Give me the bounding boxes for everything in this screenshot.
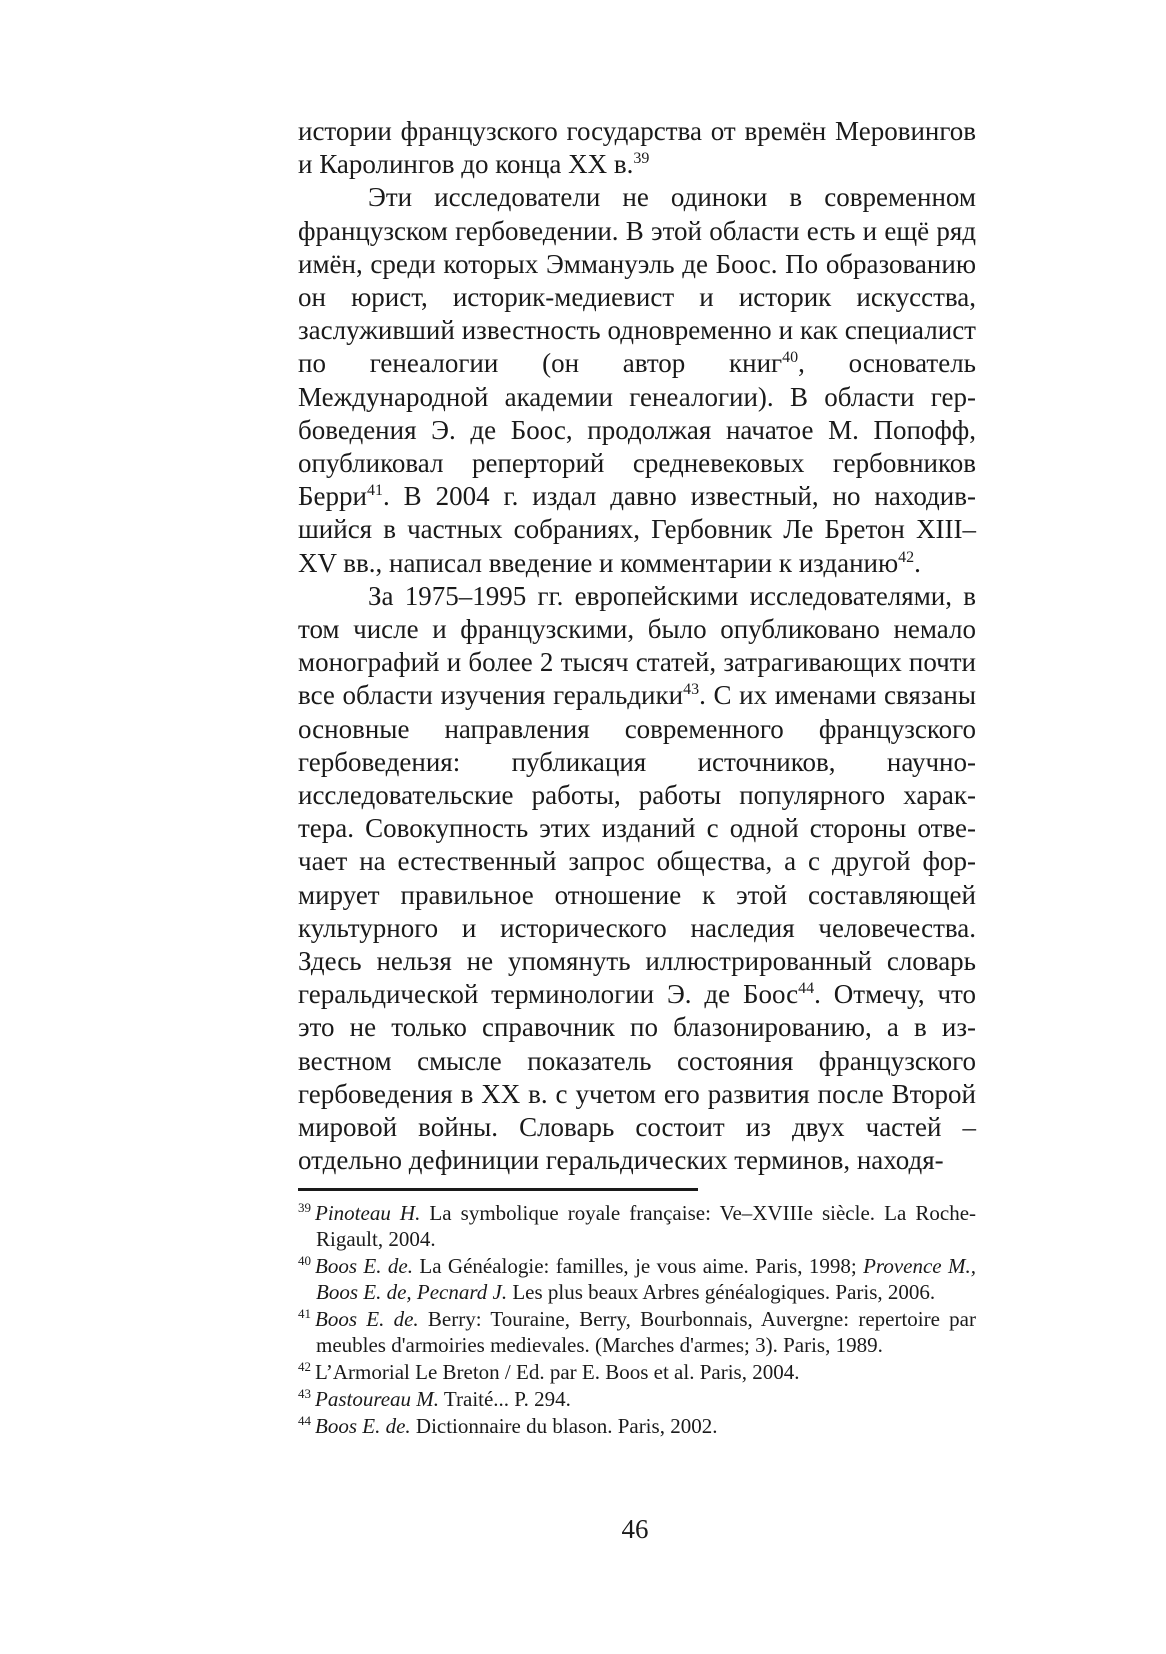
page-number: 46 [621,1514,649,1544]
footnote: $^{42}$ L’Armorial Le Breton / Ed. par E. Boos et al. Paris, 2004. [298,1359,800,1384]
footnote-ref: 43 [683,681,700,699]
paragraph: Эти исследователи не одиноки в современном французском гербоведении. В этой области есть и ещё ряд имён, среди которых Эммануэль де Боос. По образованию он юрист, историк-медиевист и историк искусства, заслуживший известность одновременно и как специалист по генеалогии (он автор книг$^{40}$, основатель Международной академии генеалогии). В области гербоведения Э. де Боос, продолжая начатое М. Попофф, опубликовал реперторий средневековых гербовников Берри$^{41}$. В 2004 г. издал давно известный, но находившийся в частных собраниях, Гербовник Ле Бретон XIII–XV вв., написал введение и комментарии к изданию$^{42}$. [298,182,976,578]
footnote: $^{39}$ Pinoteau H. La symbolique royale française: Ve–XVIIIe siècle. La Roche-Rigault, 2004. [298,1200,977,1251]
footnote-ref: 42 [898,548,915,566]
paragraph-continued: истории французского государства от времён Меровингов и Каролингов до конца XX в.$^{39}$ [298,116,976,180]
main-text [298,115,976,1178]
footnote: $^{41}$ Boos E. de. Berry: Touraine, Berry, Bourbonnais, Auvergne: repertoire par meubles d'armoiries medievales. (Marches d'armes; 3). Paris, 1989. [298,1306,976,1357]
footnote-separator [298,1188,698,1191]
footnote-ref: 40 [782,349,799,367]
footnotes [298,1200,976,1440]
footnote-ref: 41 [366,482,383,500]
footnote-ref: 44 [798,980,815,998]
footnote: $^{43}$ Pastoureau M. Traité... P. 294. [298,1386,571,1411]
paragraph: За 1975–1995 гг. европейскими исследователями, в том числе и французскими, было опубликовано немало монографий и более 2 тысяч статей, затрагивающих почти все области изучения геральдики$^{43}$. С их именами связаны основные направления современного французского гербоведения: публикация источников, научно-исследовательские работы, работы популярного характера. Совокупность этих изданий с одной стороны отвечает на естественный запрос общества, а с другой формирует правильное отношение к этой составляющей культурного и исторического наследия человечества. Здесь нельзя не упомянуть иллюстрированный словарь геральдической терминологии Э. де Боос$^{44}$. Отмечу, что это не только справочник по блазонированию, а в известном смысле показатель состояния французского гербоведения в XX в. с учетом его развития после Второй мировой войны. Словарь состоит из двух частей – отдельно дефиниции геральдических терминов, находя- [298,580,976,1176]
footnote: $^{40}$ Boos E. de. La Généalogie: familles, je vous aime. Paris, 1998; Provence M., Boos E. de, Pecnard J. Les plus beaux Arbres généalogiques. Paris, 2006. [298,1253,976,1304]
footnote-ref: 39 [633,150,650,168]
footnote: $^{44}$ Boos E. de. Dictionnaire du blason. Paris, 2002. [298,1413,718,1438]
